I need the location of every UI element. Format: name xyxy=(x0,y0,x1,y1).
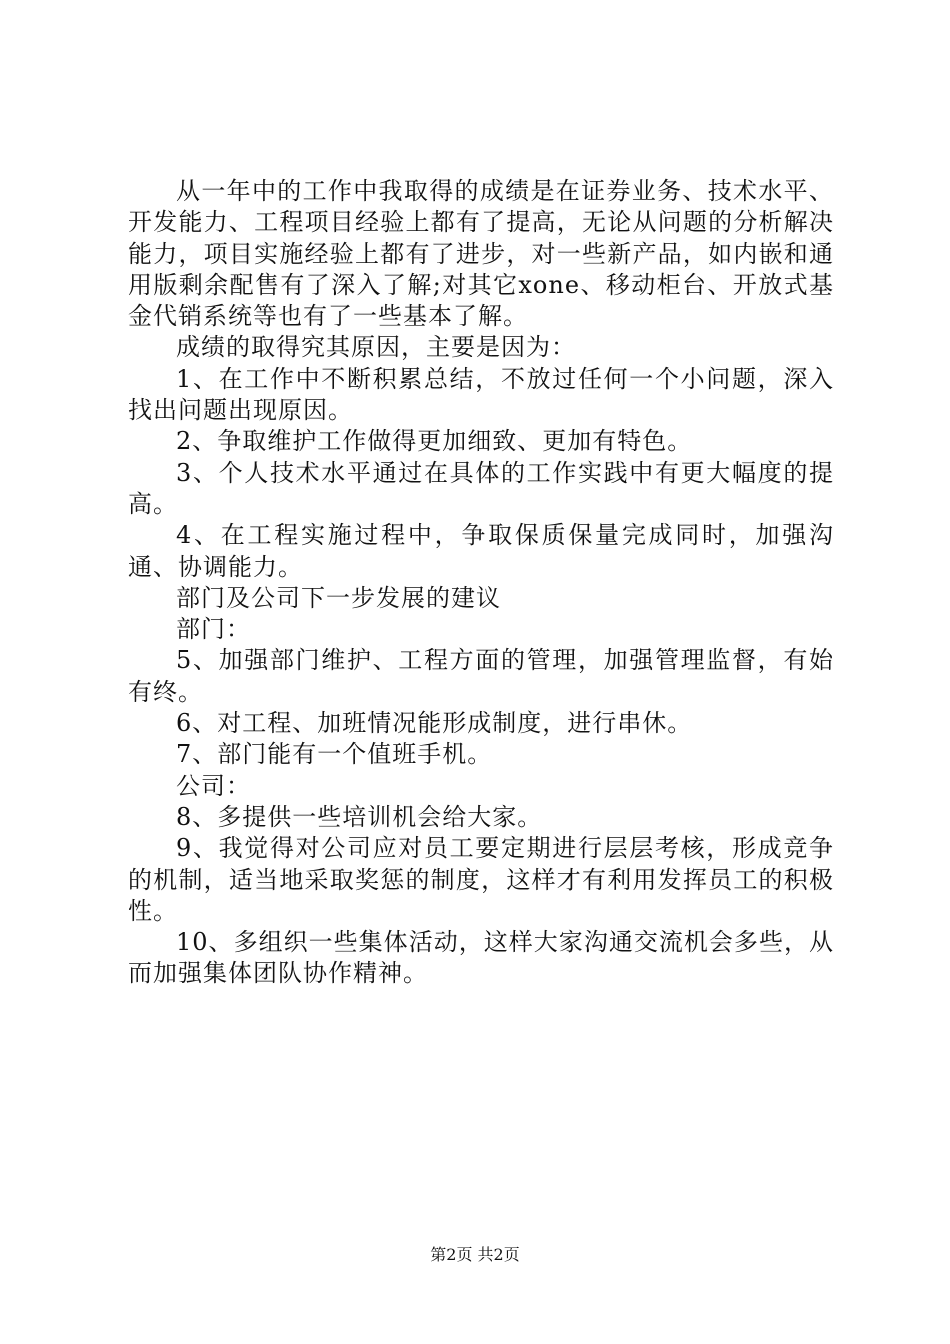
list-item-5: 5、加强部门维护、工程方面的管理，加强管理监督，有始有终。 xyxy=(128,646,834,706)
list-item-6: 6、对工程、加班情况能形成制度，进行串休。 xyxy=(176,709,693,738)
page-number-footer: 第2页 共2页 xyxy=(430,1245,520,1264)
list-item-10: 10、多组织一些集体活动，这样大家沟通交流机会多些，从而加强集体团队协作精神。 xyxy=(128,928,834,988)
list-item-4: 4、在工程实施过程中，争取保质保量完成同时，加强沟通、协调能力。 xyxy=(128,521,834,581)
document-body xyxy=(128,176,834,990)
section-heading-suggestions: 部门及公司下一步发展的建议 xyxy=(176,583,501,612)
list-item-2: 2、争取维护工作做得更加细致、更加有特色。 xyxy=(176,427,693,456)
subheading-department: 部门： xyxy=(176,615,251,644)
list-item-1: 1、在工作中不断积累总结，不放过任何一个小问题，深入找出问题出现原因。 xyxy=(128,364,834,425)
list-item-3: 3、个人技术水平通过在具体的工作实践中有更大幅度的提高。 xyxy=(128,458,834,518)
subheading-company: 公司： xyxy=(176,771,251,800)
list-item-8: 8、多提供一些培训机会给大家。 xyxy=(176,802,543,831)
paragraph-reasons-intro: 成绩的取得究其原因，主要是因为： xyxy=(176,333,576,362)
list-item-7: 7、部门能有一个值班手机。 xyxy=(176,740,493,769)
paragraph-achievements: 从一年中的工作中我取得的成绩是在证券业务、技术水平、开发能力、工程项目经验上都有了提高，无论从问题的分析解决能力，项目实施经验上都有了进步，对一些新产品，如内嵌和通用版剩余配售有了深入了解;对其它xone、移动柜台、开放式基金代销系统等也有了一些基本了解。 xyxy=(128,177,834,331)
list-item-9: 9、我觉得对公司应对员工要定期进行层层考核，形成竞争的机制，适当地采取奖惩的制度，这样才有利用发挥员工的积极性。 xyxy=(128,834,834,925)
